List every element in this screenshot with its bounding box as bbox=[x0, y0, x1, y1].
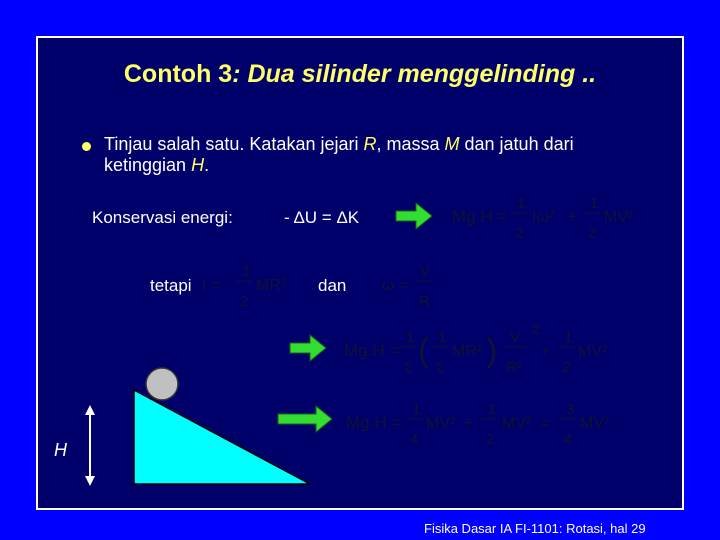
eq-final-n1: 1 bbox=[412, 401, 421, 418]
ramp-triangle bbox=[134, 390, 310, 484]
bullet-text-1: Tinjau salah satu. Katakan jejari bbox=[104, 134, 364, 154]
substituted-equation bbox=[344, 322, 608, 376]
var-m: M bbox=[444, 134, 460, 154]
eq-sub-d1: 2 bbox=[404, 359, 413, 376]
bullet-text-5: . bbox=[204, 155, 210, 175]
eq-sub-vd: R² bbox=[506, 359, 522, 376]
eq-sub-n1: 1 bbox=[406, 329, 415, 346]
eq-energy-plus: + bbox=[568, 209, 578, 226]
eq-final-equals: = bbox=[540, 415, 550, 432]
inertia-lhs: I = bbox=[202, 277, 221, 294]
eq-sub-n2: 1 bbox=[438, 329, 447, 346]
bullet-text-2: , massa bbox=[376, 134, 445, 154]
var-h: H bbox=[191, 155, 205, 175]
eq-sub-mr: MR² bbox=[452, 343, 483, 360]
arrow-right-icon bbox=[396, 203, 432, 229]
conservation-equation: - ΔU = ΔK bbox=[284, 208, 360, 227]
inertia-equation bbox=[202, 263, 287, 310]
eq-final-mv1: MV² bbox=[426, 415, 456, 432]
conservation-label: Konservasi energi: bbox=[92, 208, 233, 227]
title-italic-text: : Dua silinder menggelinding .. bbox=[232, 60, 597, 88]
eq-energy-den1: 2 bbox=[515, 225, 524, 242]
eq-final-d2: 2 bbox=[486, 431, 495, 448]
eq-final-mv3: MV² bbox=[580, 415, 610, 432]
var-r: R bbox=[363, 134, 377, 154]
eq-energy-lhs: Mg.H = bbox=[452, 207, 508, 226]
eq-final-d3: 4 bbox=[564, 431, 573, 448]
inertia-den: 2 bbox=[240, 293, 249, 310]
eq-sub-mv: MV² bbox=[578, 343, 608, 360]
inertia-rhs: MR² bbox=[256, 277, 287, 294]
arrow-right-icon bbox=[278, 406, 332, 432]
eq-sub-plus: + bbox=[541, 343, 551, 360]
eq-sub-lhs: Mg.H = bbox=[344, 341, 400, 360]
eq-final-mv2: MV² bbox=[502, 415, 532, 432]
eq-final-d1: 4 bbox=[410, 431, 419, 448]
eq-sub-d2: 2 bbox=[436, 359, 445, 376]
eq-sub-d3: 2 bbox=[562, 359, 571, 376]
eq-energy-den2: 2 bbox=[588, 225, 597, 242]
title-text: Contoh 3 bbox=[123, 60, 233, 88]
omega-den: R bbox=[419, 293, 430, 310]
eq-energy-num1: 1 bbox=[517, 195, 526, 212]
slide-graphics bbox=[38, 38, 682, 508]
eq-sub-vn: V bbox=[510, 329, 521, 346]
eq-sub-sq: 2 bbox=[532, 322, 540, 337]
final-equation bbox=[346, 401, 610, 448]
content-panel bbox=[36, 36, 684, 536]
arrow-right-icon bbox=[290, 335, 326, 361]
eq-energy-term2: MV² bbox=[604, 209, 634, 226]
energy-equation bbox=[452, 195, 634, 242]
eq-final-lhs: Mg.H = bbox=[346, 413, 402, 432]
eq-sub-n3: 1 bbox=[564, 329, 573, 346]
inertia-num: 1 bbox=[242, 263, 251, 280]
eq-final-plus: + bbox=[464, 415, 474, 432]
eq-sub-paren-close: ) bbox=[486, 332, 498, 370]
eq-energy-term1: Iω² bbox=[532, 209, 555, 226]
rolling-cylinder bbox=[146, 368, 178, 400]
footer-text: Fisika Dasar IA FI-1101: Rotasi, hal 29 bbox=[424, 521, 646, 536]
eq-sub-paren-open: ( bbox=[418, 332, 430, 370]
dan-label: dan bbox=[318, 276, 347, 295]
omega-equation bbox=[382, 263, 434, 310]
bullet-text-3: dan jatuh dari bbox=[459, 134, 574, 154]
omega-num: V bbox=[420, 263, 431, 280]
bullet-text-4: ketinggian bbox=[104, 155, 192, 175]
eq-final-n3: 3 bbox=[566, 401, 575, 418]
tetapi-label: tetapi bbox=[150, 276, 192, 295]
eq-energy-num2: 1 bbox=[590, 195, 599, 212]
omega-lhs: ω = bbox=[382, 277, 409, 294]
eq-final-n2: 1 bbox=[488, 401, 497, 418]
height-label: H bbox=[54, 440, 67, 460]
